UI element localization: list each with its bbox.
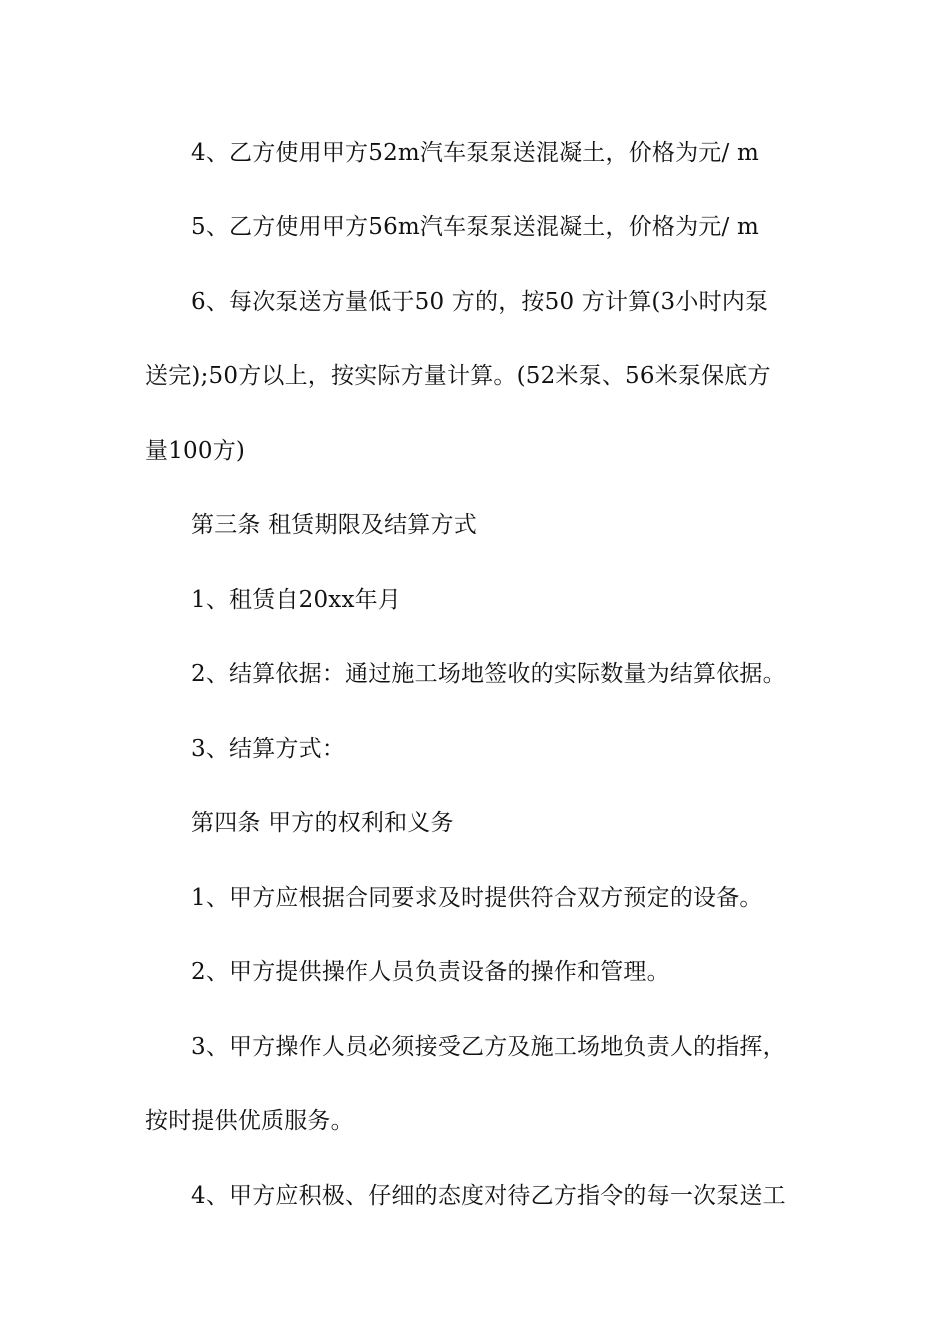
text-line: 送完);50方以上，按实际方量计算。(52米泵、56米泵保底方 (145, 363, 771, 389)
text-line: 按时提供优质服务。 (145, 1108, 354, 1134)
text-line: 量100方) (145, 438, 246, 464)
text-line: 5、乙方使用甲方56m汽车泵泵送混凝土，价格为元/ m (191, 214, 759, 240)
text-line: 3、结算方式： (191, 736, 346, 762)
section-heading: 第四条 甲方的权利和义务 (191, 810, 454, 836)
text-line: 3、甲方操作人员必须接受乙方及施工场地负责人的指挥， (191, 1034, 786, 1060)
text-line: 4、乙方使用甲方52m汽车泵泵送混凝土，价格为元/ m (191, 140, 759, 166)
text-line: 2、甲方提供操作人员负责设备的操作和管理。 (191, 959, 670, 985)
section-heading: 第三条 租赁期限及结算方式 (191, 512, 477, 538)
text-line: 4、甲方应积极、仔细的态度对待乙方指令的每一次泵送工 (191, 1183, 786, 1209)
text-line: 1、租赁自20xx年月 (191, 587, 402, 613)
text-line: 1、甲方应根据合同要求及时提供符合双方预定的设备。 (191, 885, 763, 911)
text-line: 2、结算依据：通过施工场地签收的实际数量为结算依据。 (191, 661, 786, 687)
text-line: 6、每次泵送方量低于50 方的，按50 方计算(3小时内泵 (191, 289, 769, 315)
